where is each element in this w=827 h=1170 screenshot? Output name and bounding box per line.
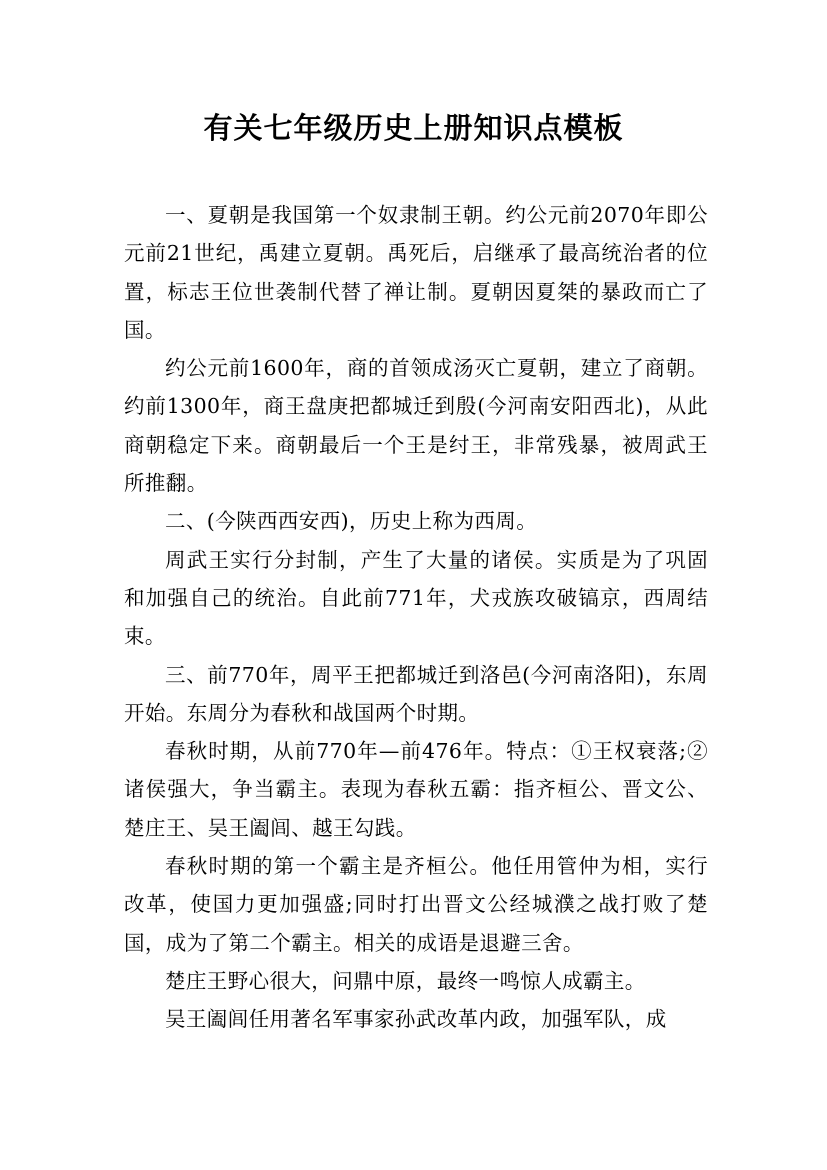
paragraph: 春秋时期的第一个霸主是齐桓公。他任用管仲为相，实行改革，使国力更加强盛;同时打出晋文公经城濮之战打败了楚国，成为了第二个霸主。相关的成语是退避三舍。 (124, 854, 708, 955)
paragraph: 楚庄王野心很大，问鼎中原，最终一鸣惊人成霸主。 (165, 968, 646, 993)
paragraph: 一、夏朝是我国第一个奴隶制王朝。约公元前2070年即公元前21世纪，禹建立夏朝。禹死后，启继承了最高统治者的位置，标志王位世袭制代替了禅让制。夏朝因夏桀的暴政而亡了国。 (124, 203, 708, 342)
paragraph: 吴王阖闾任用著名军事家孙武改革内政，加强军队，成 (165, 1007, 667, 1032)
paragraph: 周武王实行分封制，产生了大量的诸侯。实质是为了巩固和加强自己的统治。自此前771年，犬戎族攻破镐京，西周结束。 (124, 547, 708, 649)
paragraph: 春秋时期，从前770年—前476年。特点：①王权衰落;②诸侯强大，争当霸主。表现为春秋五霸：指齐桓公、晋文公、楚庄王、吴王阖闾、越王勾践。 (124, 739, 708, 840)
document-body (124, 196, 708, 1039)
paragraph: 三、前770年，周平王把都城迁到洛邑(今河南洛阳)，东周开始。东周分为春秋和战国两个时期。 (124, 662, 708, 725)
document-title: 有关七年级历史上册知识点模板 (203, 111, 624, 145)
paragraph: 约公元前1600年，商的首领成汤灭亡夏朝，建立了商朝。约前1300年，商王盘庚把都城迁到殷(今河南安阳西北)，从此商朝稳定下来。商朝最后一个王是纣王，非常残暴，被周武王所推翻。 (124, 356, 708, 496)
paragraph: 二、(今陕西西安西)，历史上称为西周。 (165, 509, 538, 534)
